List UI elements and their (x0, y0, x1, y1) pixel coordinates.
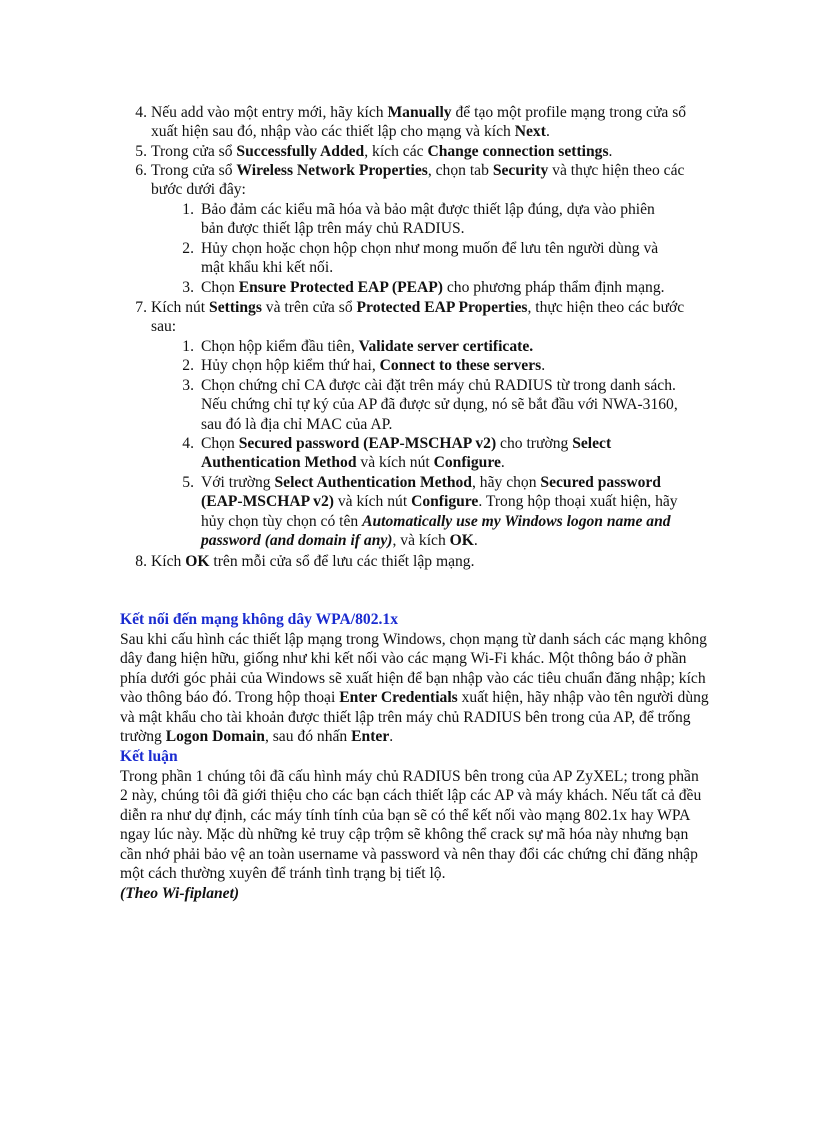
bold-text: Protected EAP Properties (356, 299, 528, 316)
text-run: Chọn (201, 435, 239, 452)
bold-text: Settings (209, 299, 262, 316)
text-run: , sau đó nhấn (264, 728, 352, 746)
step-number: 2. (182, 240, 194, 257)
text-run: cho trường (496, 435, 573, 452)
bold-text: OK (449, 532, 474, 550)
text-run: Nếu add vào một entry mới, hãy kích (151, 104, 388, 121)
text-run: Chọn (201, 279, 239, 296)
text-run: và trên cửa sổ (261, 299, 357, 316)
text-run: Với trường (201, 474, 275, 491)
text-run: . (545, 123, 550, 141)
text-run: Sau khi cấu hình các thiết lập mạng trong Windows, chọn mạng từ danh sách các mạng không dây đang hiện hữu, giống như khi kết nối vào các mạng Wi-Fi khác. Một thông báo ở phần phía dưới góc phải của Windows sẽ xuất hiện để bạn nhập vào các tiêu chuẩn đăng nhập; kích vào thông báo đó. Trong hộp thoại (120, 631, 707, 707)
text-run: Chọn hộp kiểm đầu tiên, (201, 338, 359, 355)
text-run: . (473, 532, 478, 550)
step-number: 8. (135, 553, 147, 570)
step-number: 4. (135, 104, 147, 121)
text-run: Chọn chứng chỉ CA được cài đặt trên máy chủ RADIUS từ trong danh sách. Nếu chứng chỉ tự ký của AP đã được sử dụng, nó sẽ bắt đầu với NWA-3160, sau đó là địa chỉ MAC của AP. (201, 377, 678, 433)
step-number: 5. (135, 143, 147, 160)
text-run: Hủy chọn hoặc chọn hộp chọn như mong muốn để lưu tên người dùng và mật khẩu khi kết nối. (201, 240, 659, 277)
bold-text: Change connection settings (427, 143, 609, 160)
step-text (201, 239, 681, 278)
step-number: 1. (182, 201, 194, 218)
bold-text: Automatically use my Windows logon name and password (and domain if any) (201, 512, 671, 550)
text-run: . (389, 728, 394, 746)
step-text (201, 356, 681, 375)
step-number: 6. (135, 162, 147, 179)
text-run: , chọn tab (427, 162, 493, 179)
text-run: . Trong hộp thoại xuất hiện, hãy hủy chọn tùy chọn có tên (201, 493, 678, 530)
text-run: Trong cửa sổ (151, 143, 237, 160)
step-text (151, 103, 691, 142)
step-text (151, 161, 691, 200)
text-run: và kích nút (356, 454, 434, 472)
section-paragraph-wpa (120, 630, 710, 746)
step-text (201, 376, 681, 434)
bold-text: Configure (433, 454, 501, 472)
bold-text: OK (185, 553, 210, 570)
bold-text: Security (492, 162, 549, 179)
text-run: , thực hiện theo các bước sau: (151, 299, 685, 336)
text-run: trên mỗi cửa sổ để lưu các thiết lập mạng. (209, 553, 475, 570)
step-text (201, 434, 681, 473)
bold-text: Enter (351, 728, 390, 746)
step-text (151, 552, 691, 571)
text-run: để tạo một profile mạng trong cửa sổ xuất hiện sau đó, nhập vào các thiết lập cho mạng và kích (151, 104, 687, 141)
bold-text: Manually (387, 104, 452, 121)
text-run: . (608, 143, 613, 160)
section-paragraph-conclusion: Trong phần 1 chúng tôi đã cấu hình máy chủ RADIUS bên trong của AP ZyXEL; trong phần 2 này, chúng tôi đã giới thiệu cho các bạn cách thiết lập các AP và máy khách. Nếu tất cả đều diễn ra như dự định, các máy tính tính của bạn sẽ có thể kết nối vào mạng 802.1x hay WPA ngay lúc này. Mặc dù những kẻ truy cập trộm sẽ không thể crack sự mã hóa này nhưng bạn cần nhớ phải bảo vệ an toàn username và password và nên thay đổi các chứng chỉ đăng nhập một cách thường xuyên để tránh tình trạng bị tiết lộ. (120, 768, 702, 883)
text-run: cho phương pháp thẩm định mạng. (442, 279, 665, 296)
bold-text: Successfully Added (236, 143, 365, 160)
text-run: Kích nút (151, 299, 210, 316)
bold-text: Secured password (EAP-MSCHAP v2) (201, 474, 661, 511)
text-run: , hãy chọn (471, 474, 541, 491)
bold-text: Configure (411, 493, 479, 511)
bold-text: Next (514, 123, 546, 141)
step-text (201, 278, 721, 297)
bold-text: Select Authentication Method (274, 474, 472, 491)
text-run: . (500, 454, 505, 472)
section-heading-conclusion: Kết luận (120, 748, 178, 765)
step-text (201, 337, 681, 356)
step-number: 2. (182, 357, 194, 374)
step-number: 5. (182, 474, 194, 491)
source-credit: (Theo Wi-fiplanet) (120, 885, 240, 902)
text-run: , kích các (364, 143, 428, 160)
step-number: 4. (182, 435, 194, 452)
bold-text: Ensure Protected EAP (PEAP) (238, 279, 443, 296)
step-text (201, 200, 681, 239)
text-run: xuất hiện, hãy nhập vào tên người dùng và mật khẩu cho tài khoản được thiết lập trên máy chủ RADIUS bên trong của AP, để trống trường (120, 689, 709, 746)
text-run: . (541, 357, 546, 374)
text-run: và kích nút (333, 493, 412, 511)
step-number: 3. (182, 377, 194, 394)
bold-text: Connect to these servers (379, 357, 542, 374)
text-run: Kích (151, 553, 186, 570)
step-text (151, 298, 691, 337)
text-run: Bảo đảm các kiểu mã hóa và bảo mật được thiết lập đúng, dựa vào phiên bản được thiết lập trên máy chủ RADIUS. (201, 201, 655, 238)
text-run: Trong cửa sổ (151, 162, 237, 179)
bold-text: Validate server certificate. (358, 338, 534, 355)
text-run: , và kích (392, 532, 450, 550)
text-run: Hủy chọn hộp kiểm thứ hai, (201, 357, 380, 374)
section-heading-wpa: Kết nối đến mạng không dây WPA/802.1x (120, 611, 398, 628)
step-number: 1. (182, 338, 194, 355)
step-number: 3. (182, 279, 194, 296)
text-run: và thực hiện theo các bước dưới đây: (151, 162, 685, 199)
bold-text: Enter Credentials (339, 689, 458, 707)
bold-text: Wireless Network Properties (236, 162, 428, 179)
step-text (201, 473, 681, 551)
bold-text: Secured password (EAP-MSCHAP v2) (238, 435, 497, 452)
step-text (151, 142, 691, 161)
bold-text: Logon Domain (165, 728, 265, 746)
step-number: 7. (135, 299, 147, 316)
bold-text: Select Authentication Method (201, 435, 612, 472)
